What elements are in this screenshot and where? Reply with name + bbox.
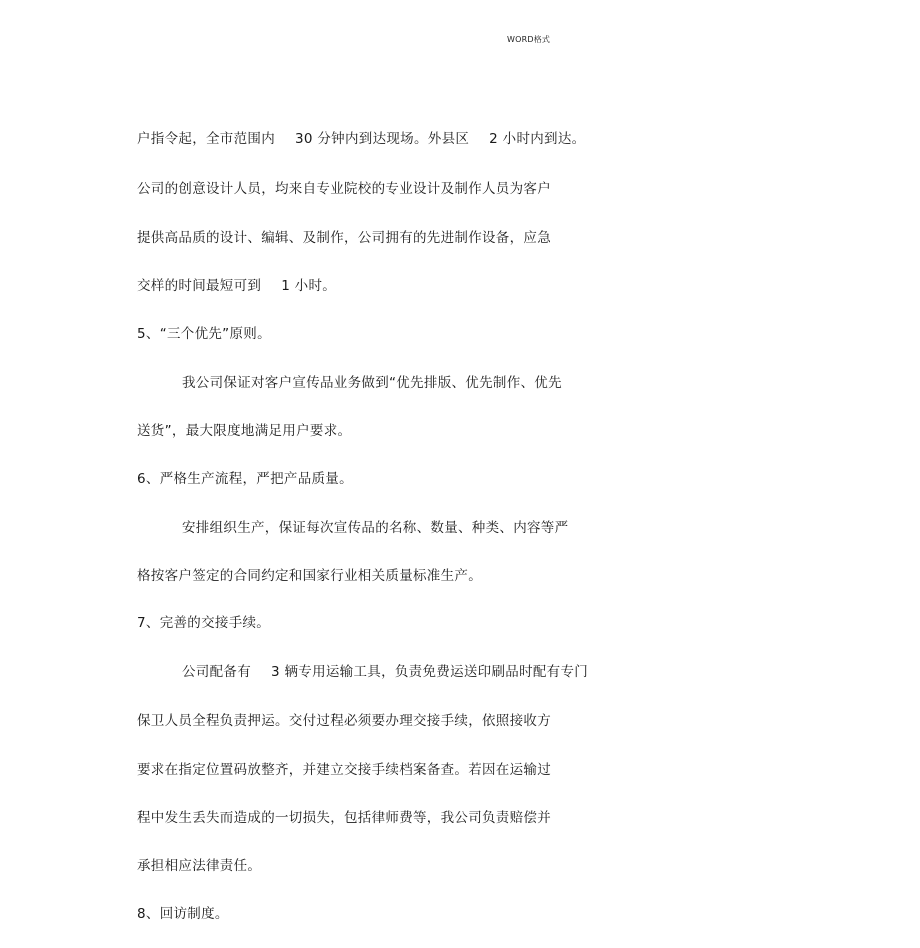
paragraph-line: 保卫人员全程负责押运。交付过程必须要办理交接手续，依照接收方 [137, 713, 551, 729]
paragraph-line: 要求在指定位置码放整齐，并建立交接手续档案备查。若因在运输过 [137, 762, 551, 778]
paragraph-line: 我公司保证对客户宣传品业务做到“优先排版、优先制作、优先 [182, 375, 562, 391]
section-heading: 8、回访制度。 [137, 906, 229, 922]
paragraph-line: 程中发生丢失而造成的一切损失，包括律师费等，我公司负责赔偿并 [137, 810, 551, 826]
section-heading: 6、严格生产流程，严把产品质量。 [137, 471, 353, 487]
text-segment: 3 辆专用运输工具，负责免费运送印刷品时配有专门 [271, 664, 589, 680]
section-heading: 5、“三个优先”原则。 [137, 326, 271, 342]
text-segment: 交样的时间最短可到 [137, 278, 262, 294]
text-segment: 1 小时。 [281, 278, 337, 294]
paragraph-line: 安排组织生产，保证每次宣传品的名称、数量、种类、内容等严 [182, 520, 569, 536]
text-segment: 公司配备有 [182, 664, 251, 680]
paragraph-line: 格按客户签定的合同约定和国家行业相关质量标准生产。 [137, 568, 482, 584]
section-heading: 7、完善的交接手续。 [137, 615, 271, 631]
paragraph-line: 提供高品质的设计、编辑、及制作，公司拥有的先进制作设备，应急 [137, 230, 551, 246]
page-header: WORD格式 [507, 35, 551, 44]
paragraph-line [137, 277, 336, 295]
text-segment: 户指令起，全市范围内 [137, 131, 275, 147]
paragraph-line: 送货”，最大限度地满足用户要求。 [137, 423, 352, 439]
paragraph-line [182, 663, 588, 681]
paragraph-line: 公司的创意设计人员，均来自专业院校的专业设计及制作人员为客户 [137, 181, 551, 197]
text-segment: 30 分钟内到达现场。外县区 [295, 131, 470, 147]
paragraph-line [137, 130, 585, 148]
paragraph-line: 承担相应法律责任。 [137, 858, 262, 874]
text-segment: 2 小时内到达。 [489, 131, 586, 147]
